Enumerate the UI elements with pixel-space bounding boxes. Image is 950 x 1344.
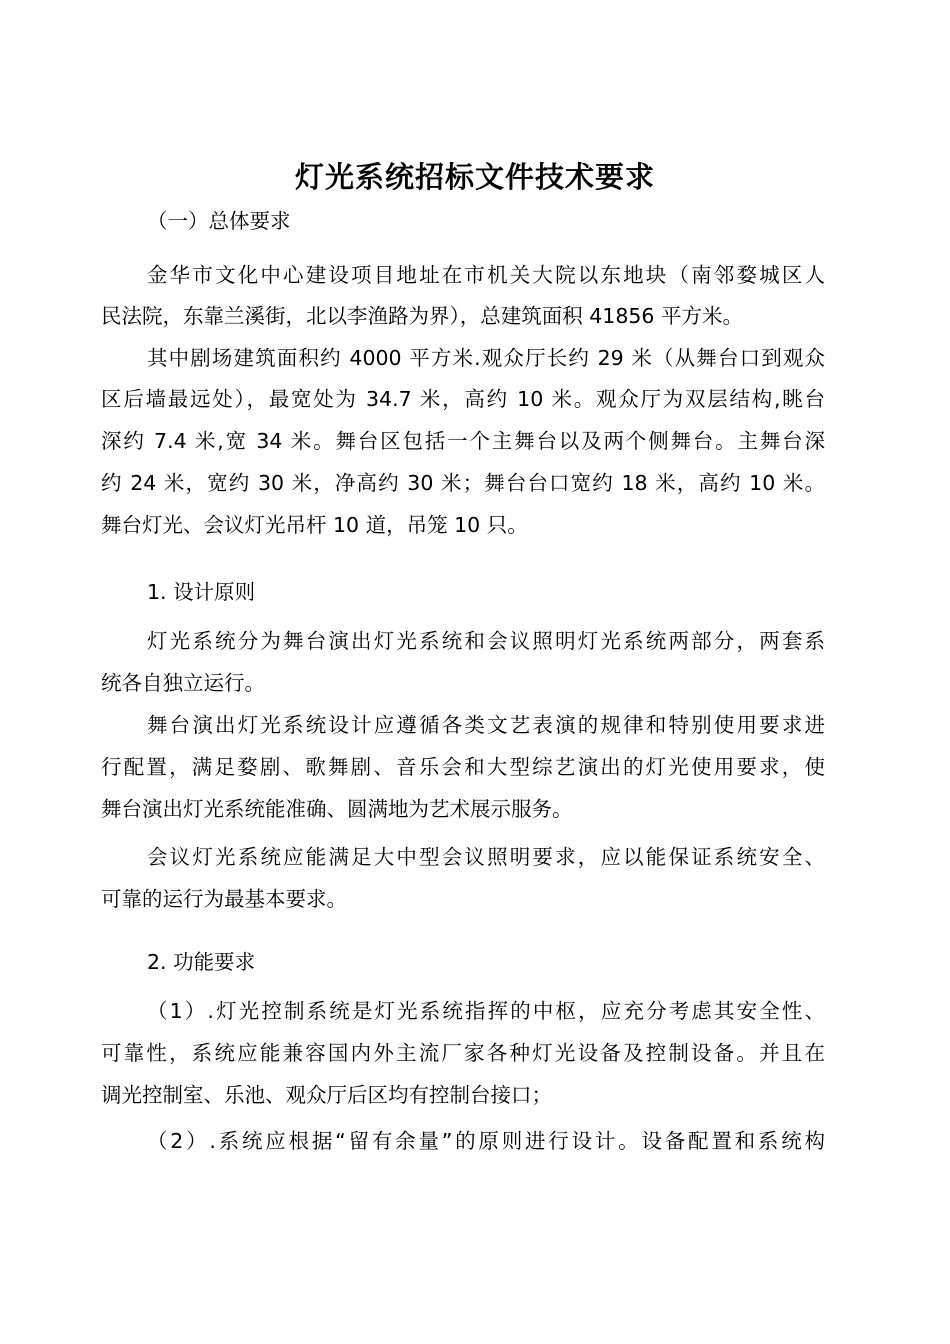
paragraph-line: 会议灯光系统应能满足大中型会议照明要求，应以能保证系统安全、 — [147, 845, 825, 869]
paragraph-line: 灯光系统分为舞台演出灯光系统和会议照明灯光系统两部分，两套系 — [147, 629, 825, 653]
paragraph-line: 民法院，东靠兰溪街，北以李渔路为界），总建筑面积 41856 平方米。 — [101, 304, 743, 328]
paragraph-line: 金华市文化中心建设项目地址在市机关大院以东地块（南邻婺城区人 — [147, 263, 825, 287]
section-heading-general: （一）总体要求 — [147, 209, 291, 233]
paragraph-line: 可靠的运行为最基本要求。 — [101, 887, 347, 911]
section-heading-functional-requirements: 2. 功能要求 — [147, 950, 256, 974]
paragraph-line: （1）.灯光控制系统是灯光系统指挥的中枢，应充分考虑其安全性、 — [147, 999, 825, 1023]
paragraph-line: （2）.系统应根据“留有余量”的原则进行设计。设备配置和系统构 — [147, 1129, 825, 1153]
paragraph-line: 舞台演出灯光系统设计应遵循各类文艺表演的规律和特别使用要求进 — [147, 713, 825, 737]
paragraph-line: 调光控制室、乐池、观众厅后区均有控制台接口； — [101, 1083, 552, 1107]
section-heading-design-principles: 1. 设计原则 — [147, 580, 256, 604]
paragraph-line: 约 24 米，宽约 30 米，净高约 30 米；舞台台口宽约 18 米，高约 10 米。 — [101, 471, 825, 495]
paragraph-line: 其中剧场建筑面积约 4000 平方米.观众厅长约 29 米（从舞台口到观众 — [147, 346, 825, 370]
paragraph-line: 区后墙最远处），最宽处为 34.7 米，高约 10 米。观众厅为双层结构,眺台 — [101, 387, 825, 411]
paragraph-line: 深约 7.4 米,宽 34 米。舞台区包括一个主舞台以及两个侧舞台。主舞台深 — [101, 429, 825, 453]
document-title: 灯光系统招标文件技术要求 — [294, 160, 655, 194]
paragraph-line: 舞台灯光、会议灯光吊杆 10 道，吊笼 10 只。 — [101, 513, 528, 537]
paragraph-line: 行配置，满足婺剧、歌舞剧、音乐会和大型综艺演出的灯光使用要求，使 — [101, 755, 825, 779]
paragraph-line: 可靠性，系统应能兼容国内外主流厂家各种灯光设备及控制设备。并且在 — [101, 1041, 825, 1065]
paragraph-line: 舞台演出灯光系统能准确、圆满地为艺术展示服务。 — [101, 797, 573, 821]
paragraph-line: 统各自独立运行。 — [101, 671, 265, 695]
